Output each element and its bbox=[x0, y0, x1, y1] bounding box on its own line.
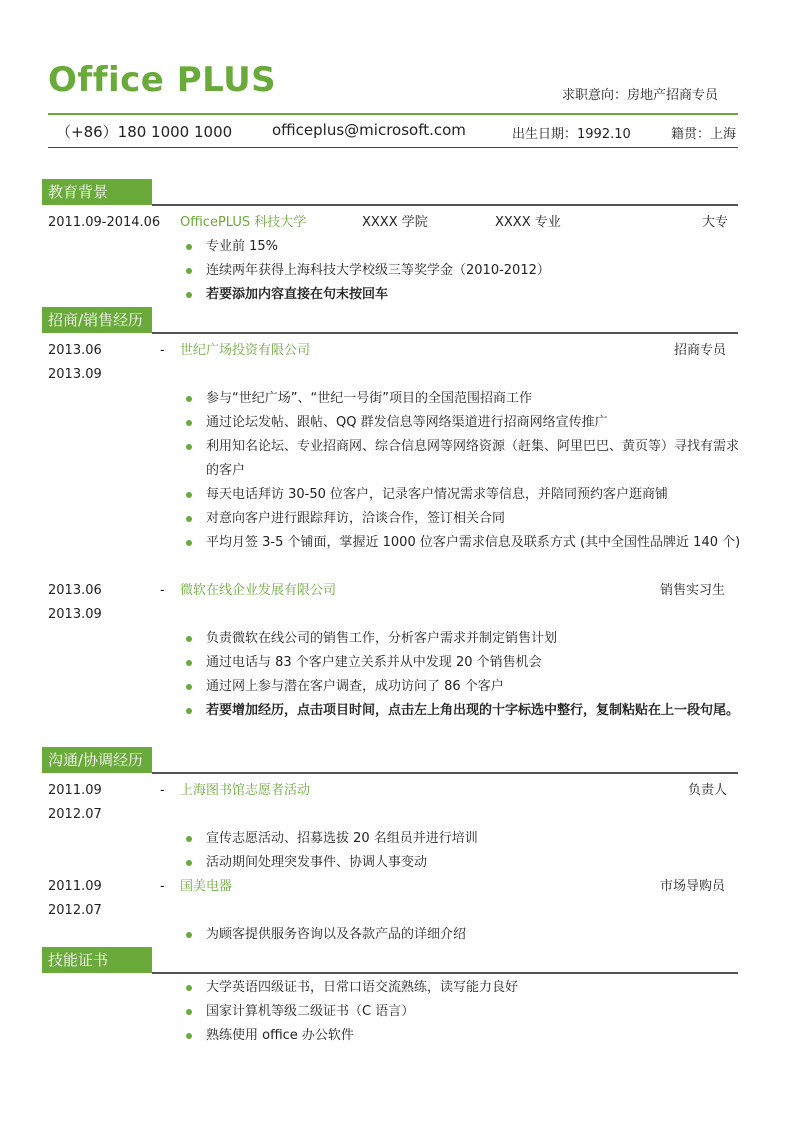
list-item: 宣传志愿活动、招募选拔 20 名组员并进行培训 bbox=[186, 827, 746, 851]
section-skills-header bbox=[42, 947, 152, 973]
job-end-date: 2012.07 bbox=[48, 903, 102, 918]
list-item: 每天电话拜访 30-50 位客户，记录客户情况需求等信息，并陪同预约客户逛商铺 bbox=[186, 483, 746, 507]
job-role: 负责人 bbox=[688, 783, 728, 798]
list-item: 熟练使用 office 办公软件 bbox=[186, 1024, 746, 1048]
company-name: 世纪广场投资有限公司 bbox=[180, 343, 311, 358]
company-name: 上海图书馆志愿者活动 bbox=[180, 783, 311, 798]
college-name: XXXX 学院 bbox=[362, 215, 428, 230]
date-dash: - bbox=[160, 879, 165, 894]
section-title: 教育背景 bbox=[42, 179, 152, 205]
list-item: 参与“世纪广场”、“世纪一号街”项目的全国范围招商工作 bbox=[186, 387, 746, 411]
date-dash: - bbox=[160, 343, 165, 358]
job-start-date: 2011.09 bbox=[48, 783, 102, 798]
education-period: 2011.09-2014.06 bbox=[48, 215, 161, 230]
school-name: OfficePLUS 科技大学 bbox=[180, 215, 307, 230]
job-end-date: 2013.09 bbox=[48, 607, 102, 622]
job-role: 销售实习生 bbox=[660, 583, 726, 598]
job-intent: 求职意向：房地产招商专员 bbox=[562, 88, 719, 103]
contact-divider bbox=[48, 147, 738, 148]
job-start-date: 2013.06 bbox=[48, 343, 102, 358]
job-start-date: 2013.06 bbox=[48, 583, 102, 598]
date-dash: - bbox=[160, 783, 165, 798]
brand-logo-text: Office PLUS bbox=[48, 60, 277, 100]
job-role: 招商专员 bbox=[674, 343, 727, 358]
list-item: 对意向客户进行跟踪拜访，洽谈合作，签订相关合同 bbox=[186, 507, 746, 531]
list-item: 利用知名论坛、专业招商网、综合信息网等网络资源（赶集、阿里巴巴、黄页等）寻找有需求的客户 bbox=[186, 435, 746, 483]
list-item: 通过论坛发帖、跟帖、QQ 群发信息等网络渠道进行招商网络宣传推广 bbox=[186, 411, 746, 435]
degree: 大专 bbox=[702, 215, 729, 230]
section-divider bbox=[152, 972, 738, 974]
phone-number: （+86）180 1000 1000 bbox=[56, 123, 233, 141]
header-divider bbox=[48, 113, 738, 115]
section-divider bbox=[152, 204, 738, 206]
section-divider bbox=[152, 772, 738, 774]
job-end-date: 2013.09 bbox=[48, 367, 102, 382]
list-item: 国家计算机等级二级证书（C 语言） bbox=[186, 1000, 746, 1024]
birth-date: 出生日期：1992.10 bbox=[512, 127, 631, 142]
list-item: 为顾客提供服务咨询以及各款产品的详细介绍 bbox=[186, 923, 746, 947]
section-sales-header bbox=[42, 307, 152, 333]
email-address: officeplus@microsoft.com bbox=[272, 121, 466, 139]
list-item: 若要添加内容直接在句末按回车 bbox=[186, 283, 746, 307]
section-coordination-header bbox=[42, 747, 152, 773]
list-item: 连续两年获得上海科技大学校级三等奖学金（2010-2012） bbox=[186, 259, 746, 283]
list-item: 通过网上参与潜在客户调查，成功访问了 86 个客户 bbox=[186, 675, 746, 699]
section-divider bbox=[152, 332, 738, 334]
job-end-date: 2012.07 bbox=[48, 807, 102, 822]
list-item: 若要增加经历，点击项目时间，点击左上角出现的十字标选中整行，复制粘贴在上一段句尾。 bbox=[186, 699, 746, 723]
list-item: 专业前 15% bbox=[186, 235, 746, 259]
company-name: 微软在线企业发展有限公司 bbox=[180, 583, 337, 598]
list-item: 通过电话与 83 个客户建立关系并从中发现 20 个销售机会 bbox=[186, 651, 746, 675]
list-item: 负责微软在线公司的销售工作，分析客户需求并制定销售计划 bbox=[186, 627, 746, 651]
section-education-header bbox=[42, 179, 152, 205]
section-title: 招商/销售经历 bbox=[42, 307, 152, 333]
company-name: 国美电器 bbox=[180, 879, 233, 894]
native-place: 籍贯：上海 bbox=[671, 127, 737, 142]
major-name: XXXX 专业 bbox=[495, 215, 561, 230]
list-item: 平均月签 3-5 个铺面，掌握近 1000 位客户需求信息及联系方式 (其中全国性品牌近 140 个) bbox=[186, 531, 746, 555]
job-start-date: 2011.09 bbox=[48, 879, 102, 894]
list-item: 大学英语四级证书，日常口语交流熟练，读写能力良好 bbox=[186, 976, 746, 1000]
section-title: 沟通/协调经历 bbox=[42, 747, 152, 773]
job-role: 市场导购员 bbox=[660, 879, 726, 894]
list-item: 活动期间处理突发事件、协调人事变动 bbox=[186, 851, 746, 875]
section-title: 技能证书 bbox=[42, 947, 152, 973]
date-dash: - bbox=[160, 583, 165, 598]
